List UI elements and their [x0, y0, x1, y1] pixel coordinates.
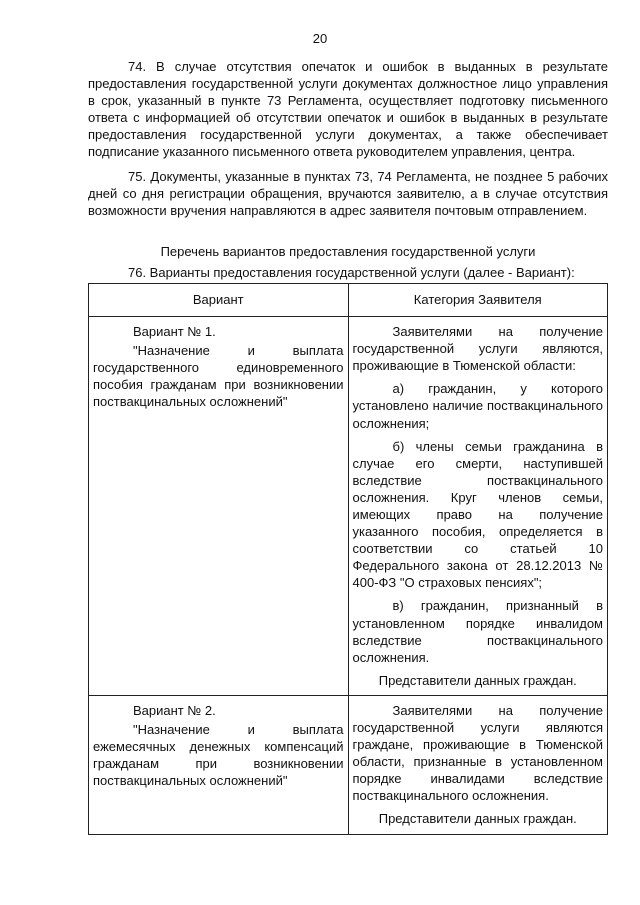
document-body [88, 58, 608, 835]
variant-description: "Назначение и выплата ежемесячных денежных компенсаций гражданам при возникновении поствакцинальных осложнений" [93, 722, 344, 789]
representatives-text: Представители данных граждан. [378, 811, 577, 827]
header-category: Категория Заявителя [348, 284, 608, 317]
category-text: Заявителями на получение государственной услуги являются граждане, проживающие в Тюменской области, признанные в установленном порядке инвалидами вследствие поствакцинального осложнения. [352, 702, 603, 804]
paragraph-75: 75. Документы, указанные в пунктах 73, 74 Регламента, не позднее 5 рабочих дней со дня регистрации обращения, вручаются заявителю, а в случае отсутствия возможности вручения направляются в адрес заявителя почтовым отправлением. [88, 168, 608, 218]
variant-description: "Назначение и выплата государственного единовременного пособия гражданам при возникновении поствакцинальных осложнений" [93, 343, 344, 410]
category-text: а) гражданин, у которого установлено наличие поствакцинального осложнения; [352, 381, 603, 431]
section-title: Перечень вариантов предоставления государственной услуги [160, 243, 536, 259]
page-number: 20 [312, 31, 328, 46]
category-cell [348, 317, 608, 696]
representatives-text: Представители данных граждан. [378, 672, 577, 688]
category-cell [348, 695, 608, 834]
variant-cell [89, 317, 349, 696]
variant-title: Вариант № 2. [133, 702, 216, 718]
header-variant: Вариант [89, 284, 349, 317]
category-text: б) члены семьи гражданина в случае его смерти, наступившей вследствие поствакцинального осложнения. Круг членов семьи, имеющих право на получение указанного пособия, определяется в соответствии со статьей 10 Федерального закона от 28.12.2013 № 400-ФЗ "О страховых пенсиях"; [352, 438, 603, 591]
variant-cell [89, 695, 349, 834]
category-text: в) гражданин, признанный в установленном порядке инвалидом вследствие поствакцинального осложнения. [352, 598, 603, 665]
category-text: Заявителями на получение государственной услуги являются, проживающие в Тюменской области: [352, 324, 603, 374]
paragraph-76: 76. Варианты предоставления государственной услуги (далее - Вариант): [128, 264, 575, 280]
table-row [89, 317, 608, 696]
variant-title: Вариант № 1. [133, 324, 216, 340]
table-header-row [89, 284, 608, 317]
variants-table [88, 283, 608, 835]
table-row [89, 695, 608, 834]
paragraph-74: 74. В случае отсутствия опечаток и ошибок в выданных в результате предоставления государственной услуги документах должностное лицо управления в срок, указанный в пункте 73 Регламента, осуществляет подготовку письменного ответа с информацией об отсутствии опечаток и ошибок в выданных в результате предоставления государственной услуги документах, а также обеспечивает подписание указанного письменного ответа руководителем управления, центра. [88, 59, 608, 160]
